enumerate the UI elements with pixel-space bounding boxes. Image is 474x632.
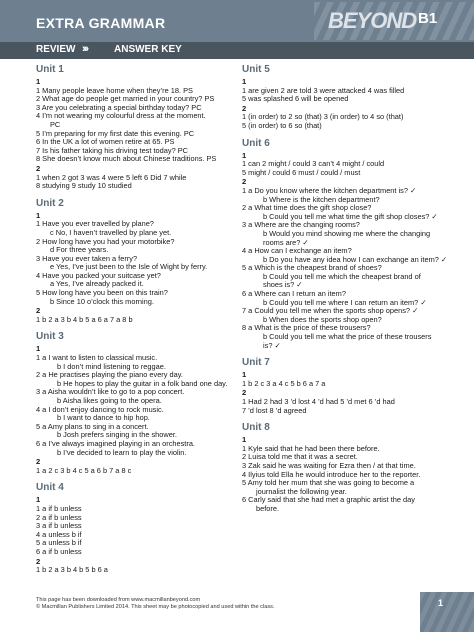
answer-line: 4 I’m not wearing my colourful dress at the moment. xyxy=(36,111,206,121)
answer-line: 7 a Could you tell me when the sports shop opens? ✓ xyxy=(242,306,419,316)
answer-line: 4 a How can I exchange an item? xyxy=(242,246,352,256)
answer-line: a Yes, I’ve already packed it. xyxy=(50,279,144,289)
answer-line: journalist the following year. xyxy=(256,486,347,496)
exercise-number: 1 xyxy=(242,150,247,160)
answer-line: 1 a 2 c 3 b 4 c 5 a 6 b 7 a 8 c xyxy=(36,465,132,475)
answer-line: 1 a I want to listen to classical music. xyxy=(36,353,158,363)
page-number-stripes xyxy=(420,592,474,632)
answer-line: 5 a Amy plans to sing in a concert. xyxy=(36,421,149,431)
answer-line: 3 Are you celebrating a special birthday today? PC xyxy=(36,102,202,112)
answer-line: 5 a unless b if xyxy=(36,538,82,548)
answer-line: 1 are given 2 are told 3 were attacked 4 was filled xyxy=(242,85,405,95)
answer-line: 7 ’d lost 8 ’d agreed xyxy=(242,405,307,415)
footer-download-note: This page has been downloaded from www.macmillanbeyond.com xyxy=(36,597,201,603)
answer-line: 5 was splashed 6 will be opened xyxy=(242,94,349,104)
answer-line: 1 Had 2 had 3 ’d lost 4 ’d had 5 ’d met 6 ’d had xyxy=(242,397,395,406)
unit-heading: Unit 5 xyxy=(242,64,270,75)
exercise-number: 1 xyxy=(242,435,247,445)
answer-line: e Yes, I’ve just been to the Isle of Wight by ferry. xyxy=(50,262,208,272)
exercise-number: 2 xyxy=(36,556,41,566)
exercise-number: 1 xyxy=(36,77,41,86)
answer-line: 2 a He practises playing the piano every day. xyxy=(36,370,183,380)
answer-line: 6 Carly said that she had met a graphic artist the day xyxy=(242,495,415,505)
exercise-number: 1 xyxy=(36,495,41,505)
answer-line: shoes is? ✓ xyxy=(263,280,303,290)
unit-heading: Unit 6 xyxy=(242,137,270,149)
answer-line: 3 a Aisha wouldn’t like to go to a pop concert. xyxy=(36,387,185,397)
answer-line: b I don’t mind listening to reggae. xyxy=(57,361,166,371)
exercise-number: 2 xyxy=(242,388,247,398)
answer-line: c No, I haven’t travelled by plane yet. xyxy=(50,227,172,237)
footer xyxy=(36,597,274,611)
page-number: 1 xyxy=(438,598,444,608)
exercise-number: 2 xyxy=(242,177,247,187)
answer-line: b Josh prefers singing in the shower. xyxy=(57,430,177,440)
answer-line: b Could you tell me which the cheapest brand of xyxy=(263,271,421,281)
exercise-number: 2 xyxy=(36,306,41,316)
answer-line: 5 a Which is the cheapest brand of shoes? xyxy=(242,263,382,273)
exercise-number: 1 xyxy=(36,344,41,354)
answer-line: b Could you tell me where I can return an item? ✓ xyxy=(263,297,427,307)
exercise-number: 2 xyxy=(36,457,41,467)
answer-line: 1 a if b unless xyxy=(36,503,82,513)
answer-line: b Aisha likes going to the opera. xyxy=(57,396,162,405)
answer-line: b I want to dance to hip hop. xyxy=(57,413,150,423)
answer-line: before. xyxy=(256,503,280,513)
exercise-number: 1 xyxy=(36,210,41,220)
answer-line: b Since 10 o’clock this morning. xyxy=(50,296,154,306)
answer-line: 1 Kyle said that he had been there before. xyxy=(242,443,380,453)
answer-line: 6 In the UK a lot of women retire at 65. PS xyxy=(36,137,175,147)
answer-line: b Would you mind showing me where the changing xyxy=(263,228,431,238)
answer-line: d For three years. xyxy=(50,245,109,255)
answer-line: 1 can 2 might / could 3 can’t 4 might / could xyxy=(242,159,385,169)
answer-line: 8 a What is the price of these trousers? xyxy=(242,323,371,333)
answer-line: b I’ve decided to learn to play the violin. xyxy=(57,447,187,457)
answer-line: 4 Ilyius told Ella he would introduce her to the reporter. xyxy=(242,469,421,479)
answer-line: 4 a unless b if xyxy=(36,529,82,539)
answer-line: b Could you tell me what the price of these trousers xyxy=(263,332,432,342)
answer-line: 6 a Where can I return an item? xyxy=(242,289,346,299)
answer-line: 1 b 2 c 3 a 4 c 5 b 6 a 7 a xyxy=(242,378,326,388)
beyond-logo xyxy=(314,2,474,40)
answer-line: 4 a I don’t enjoy dancing to rock music. xyxy=(36,404,164,414)
answer-line: rooms are? ✓ xyxy=(263,237,309,247)
answer-line: 3 a Where are the changing rooms? xyxy=(242,220,360,230)
answer-line: 8 She doesn’t know much about Chinese traditions. PS xyxy=(36,154,217,164)
answer-line: 1 when 2 got 3 was 4 were 5 left 6 Did 7 while xyxy=(36,172,187,182)
answer-line: 1 a Do you know where the kitchen department is? ✓ xyxy=(242,185,417,195)
arrows-icon: ››› xyxy=(82,43,87,55)
exercise-number: 2 xyxy=(242,103,247,113)
review-bar xyxy=(0,42,474,59)
answer-line: 2 a if b unless xyxy=(36,512,82,522)
logo-text: BEYOND xyxy=(328,8,417,33)
answer-line: 1 b 2 a 3 b 4 b 5 b 6 a xyxy=(36,565,108,575)
answer-line: b When does the sports shop open? xyxy=(263,314,382,324)
answer-line: 6 a I’ve always imagined playing in an orchestra. xyxy=(36,438,195,448)
answer-line: b He hopes to play the guitar in a folk band one day. xyxy=(57,378,228,388)
exercise-number: 1 xyxy=(242,370,247,380)
answer-line: b Where is the kitchen department? xyxy=(263,194,380,204)
unit-heading: Unit 4 xyxy=(36,482,64,494)
page-number-box xyxy=(420,592,474,632)
review-label: REVIEW xyxy=(36,44,76,55)
answer-line: 5 How long have you been on this train? xyxy=(36,288,168,298)
answer-line: 3 Zak said he was waiting for Ezra then / at that time. xyxy=(242,460,416,470)
level-badge: B1 xyxy=(418,10,438,27)
answer-line: 6 a if b unless xyxy=(36,546,82,556)
unit-heading: Unit 3 xyxy=(36,331,64,343)
answer-line: 2 a What time does the gift shop close? xyxy=(242,203,372,213)
answer-line: b Do you have any idea how I can exchange an item? ✓ xyxy=(263,254,448,264)
answer-line: 3 Have you ever taken a ferry? xyxy=(36,253,138,263)
answer-line: 5 might / could 6 must / could / must xyxy=(242,167,361,177)
answer-line: 1 Have you ever travelled by plane? xyxy=(36,219,154,229)
answer-line: 5 I’m preparing for my first date this evening. PC xyxy=(36,128,195,138)
answer-line: 1 b 2 a 3 b 4 b 5 a 6 a 7 a 8 b xyxy=(36,314,133,324)
answer-line: 3 a if b unless xyxy=(36,521,82,531)
answer-line: 8 studying 9 study 10 studied xyxy=(36,181,132,191)
answer-line: 2 Luisa told me that it was a secret. xyxy=(242,452,358,462)
unit-heading: Unit 2 xyxy=(36,197,64,209)
answer-line: is? ✓ xyxy=(263,340,281,350)
answer-line: b Could you tell me what time the gift shop closes? ✓ xyxy=(263,211,438,221)
answer-line: 5 Amy told her mum that she was going to become a xyxy=(242,478,415,488)
footer-copyright: © Macmillan Publishers Limited 2014. This sheet may be photocopied and used within the class. xyxy=(36,604,275,610)
answer-line: 5 (in order) to 6 so (that) xyxy=(242,120,322,130)
unit-heading: Unit 1 xyxy=(36,64,64,75)
section-title: EXTRA GRAMMAR xyxy=(36,15,166,31)
answer-line: 7 Is his father taking his driving test today? PC xyxy=(36,145,188,155)
answer-key-label: ANSWER KEY xyxy=(114,44,182,55)
answer-line: PC xyxy=(50,119,61,129)
left-column xyxy=(36,62,236,575)
unit-heading: Unit 8 xyxy=(242,422,270,434)
exercise-number: 2 xyxy=(36,163,41,173)
answer-line: 2 What age do people get married in your country? PS xyxy=(36,94,215,104)
answer-line: 1 (in order) to 2 so (that) 3 (in order) to 4 so (that) xyxy=(242,112,404,122)
right-column xyxy=(242,62,447,514)
exercise-number: 1 xyxy=(242,77,247,86)
unit-heading: Unit 7 xyxy=(242,357,270,369)
answer-line: 2 How long have you had your motorbike? xyxy=(36,236,175,246)
answer-line: 4 Have you packed your suitcase yet? xyxy=(36,270,161,280)
page-header xyxy=(0,0,474,42)
answer-line: 1 Many people leave home when they’re 18. PS xyxy=(36,85,193,95)
